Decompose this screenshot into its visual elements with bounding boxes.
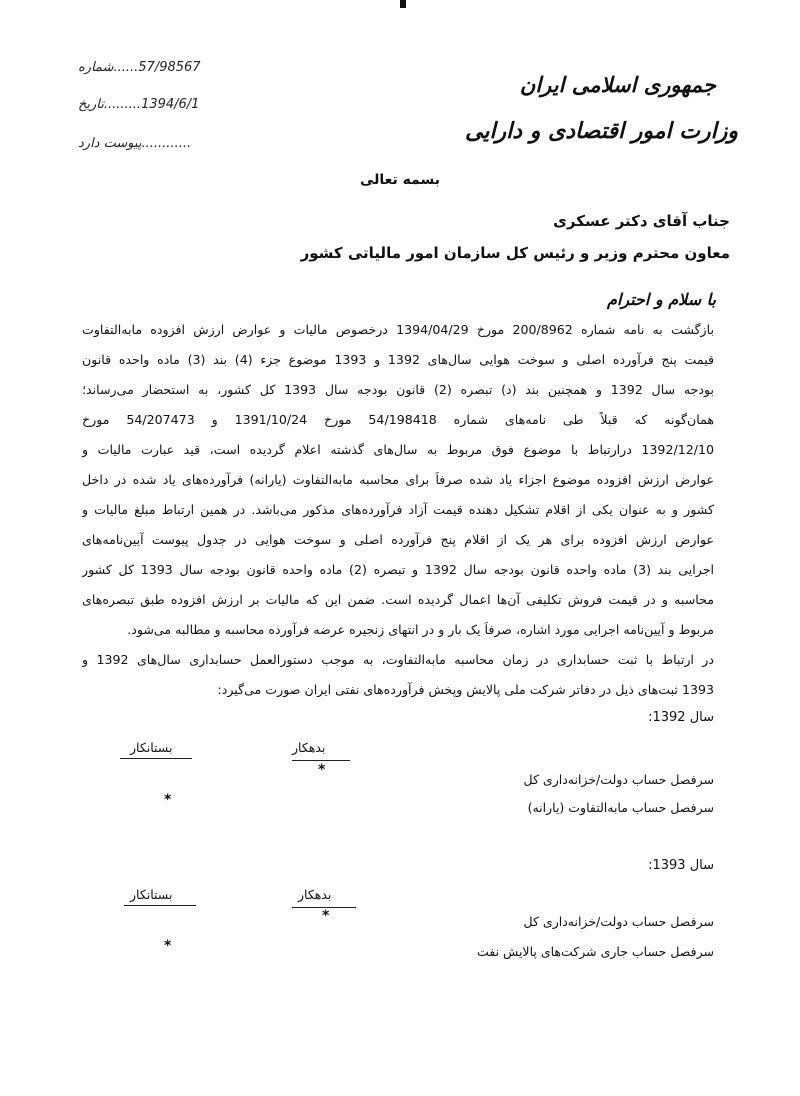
body-line: قیمت پنج فرآورده اصلی و سوخت هوایی سال‌های 1392 و 1393 موضوع جزء (4) بند (3) ماده واحده قانون bbox=[82, 352, 714, 367]
entry-year: سال 1392: bbox=[648, 710, 714, 725]
body-line: اجرایی بند (3) ماده واحده قانون بودجه سال 1392 و تبصره (2) ماده واحده قانون بودجه سال 1393 کل کشور bbox=[82, 562, 714, 577]
addressee-name: جناب آقای دکتر عسکری bbox=[553, 212, 730, 230]
credit-underline bbox=[120, 758, 192, 759]
debit-header: بدهکار bbox=[292, 740, 326, 755]
letter-attachment: ............پیوست دارد bbox=[78, 136, 192, 151]
debit-header: بدهکار bbox=[298, 887, 332, 902]
entry-year: سال 1393: bbox=[648, 858, 714, 873]
credit-mark: * bbox=[164, 792, 172, 808]
letter-number: 57/98567......شماره bbox=[78, 60, 201, 75]
body-line: بازگشت به نامه شماره 200/8962 مورخ 1394/04/29 درخصوص مالیات و عوارض ارزش افزوده مابه‌التفاوت bbox=[82, 322, 714, 337]
letter-date: 1394/6/1.........تاریخ bbox=[78, 97, 200, 112]
account-row: سرفصل حساب دولت/خزانه‌داری کل bbox=[523, 772, 714, 787]
body-line: کشور و به عنوان یکی از اقلام تشکیل دهنده قیمت آزاد فرآورده‌های مذکور می‌باشد. در همین ارتباط مبلغ مالیات و bbox=[82, 502, 714, 517]
credit-underline bbox=[124, 905, 196, 906]
body-line: 1392/12/10 درارتباط با موضوع فوق مربوط به سال‌های گذشته اعلام گردیده است، قید عبارت مالیات و bbox=[82, 442, 714, 457]
greeting: با سلام و احترام bbox=[607, 290, 716, 309]
account-row: سرفصل حساب دولت/خزانه‌داری کل bbox=[523, 914, 714, 929]
credit-header: بستانکار bbox=[130, 887, 173, 902]
header-republic: جمهوری اسلامی ایران bbox=[519, 72, 716, 97]
account-row: سرفصل حساب جاری شرکت‌های پالایش نفت bbox=[476, 944, 714, 959]
body-line: محاسبه و در قیمت فروش تکلیفی آن‌ها اعمال گردیده است. ضمن این که مالیات بر ارزش افزوده طبق تبصره‌های bbox=[82, 592, 714, 607]
body-line: عوارض ارزش افزوده برای هر یک از اقلام پنج فرآورده اصلی و سوخت هوایی در جدول پیوست آیین‌نامه‌های bbox=[82, 532, 714, 547]
debit-mark: * bbox=[318, 762, 326, 778]
header-ministry: وزارت امور اقتصادی و دارایی bbox=[464, 118, 738, 144]
body-line: همان‌گونه که قبلاً طی نامه‌های شماره 54/198418 مورخ 1391/10/24 و 54/207473 مورخ bbox=[82, 412, 714, 427]
credit-mark: * bbox=[164, 938, 172, 954]
addressee-title: معاون محترم وزیر و رئیس کل سازمان امور مالیاتی کشور bbox=[300, 244, 730, 262]
bismillah: بسمه تعالی bbox=[359, 172, 441, 188]
body-line: بودجه سال 1392 و همچنین بند (د) تبصره (2) قانون بودجه سال 1393 کل کشور، به استحضار می‌رساند؛ bbox=[82, 382, 714, 397]
debit-underline bbox=[292, 760, 350, 761]
debit-mark: * bbox=[322, 908, 330, 924]
scan-edge-mark bbox=[400, 0, 406, 8]
body-line: 1393 ثبت‌های ذیل در دفاتر شرکت ملی پالایش وپخش فرآورده‌های نفتی ایران صورت می‌گیرد: bbox=[217, 682, 714, 697]
body-line: مربوط و آیین‌نامه اجرایی مورد اشاره، صرفاً یک بار و در انتهای زنجیره عرضه فرآورده محاسبه و مطالبه می‌شود. bbox=[127, 622, 714, 637]
body-line: در ارتباط با ثبت حسابداری در زمان محاسبه مابه‌التفاوت، به موجب دستورالعمل حسابداری سال‌های 1392 و bbox=[82, 652, 714, 667]
credit-header: بستانکار bbox=[130, 740, 173, 755]
body-line: عوارض ارزش افزوده موضوع اجزاء یاد شده صرفاً برای محاسبه مابه‌التفاوت (یارانه) فرآورده‌های یاد شده در داخل bbox=[82, 472, 714, 487]
account-row: سرفصل حساب مابه‌التفاوت (یارانه) bbox=[527, 800, 714, 815]
